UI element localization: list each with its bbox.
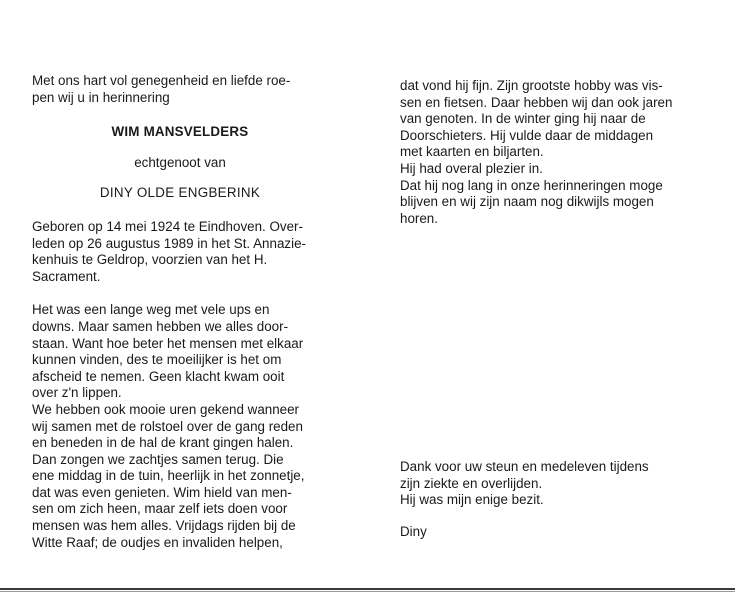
deceased-name: WIM MANSVELDERS — [111, 124, 249, 140]
right-column — [400, 78, 696, 227]
intro-text: Met ons hart vol genegenheid en liefde roe- pen wij u in herinnering — [32, 73, 291, 105]
spouse-name: DINY OLDE ENGBERINK — [99, 185, 261, 201]
bottom-rule — [0, 588, 735, 590]
spouse-label: echtgenoot van — [134, 154, 226, 170]
bottom-rule-shadow — [0, 591, 735, 592]
signature: Diny — [400, 524, 427, 539]
story-text-right: dat vond hij fijn. Zijn grootste hobby was vis- sen en fietsen. Daar hebben wij dan ook jaren van genoten. In de winter ging hij naar de Doorschieters. Hij vulde daar de middagen met kaarten en biljarten. Hij had overal plezier in. Dat hij nog lang in onze herinneringen moge blijven en wij zijn naam nog dikwijls mogen horen. — [400, 78, 673, 226]
thanks-text: Dank voor uw steun en medeleven tijdens zijn ziekte en overlijden. Hij was mijn enige bezit. — [400, 459, 649, 508]
story-text-left: Het was een lange weg met vele ups en downs. Maar samen hebben we alles door- staan. Want hoe beter het mensen met elkaar kunnen vinden, des te moeilijker is het om afscheid te nemen. Geen klacht kwam ooit over z'n lippen. We hebben ook mooie uren gekend wanneer wij samen met de rolstoel over de gang reden en beneden in de hal de krant gingen halen. Dan zongen we zachtjes samen terug. Die ene middag in de tuin, heerlijk in het zonnetje, dat was even genieten. Wim hield van men- sen om zich heen, maar zelf iets doen voor mensen was hem alles. Vrijdags rijden bij de Witte Raaf; de oudjes en invaliden helpen, — [32, 302, 305, 550]
birth-death-text: Geboren op 14 mei 1924 te Eindhoven. Over- leden op 26 augustus 1989 in het St. Annazie- kenhuis te Geldrop, voorzien van het H. Sacrament. — [32, 218, 306, 284]
left-column — [32, 73, 328, 551]
